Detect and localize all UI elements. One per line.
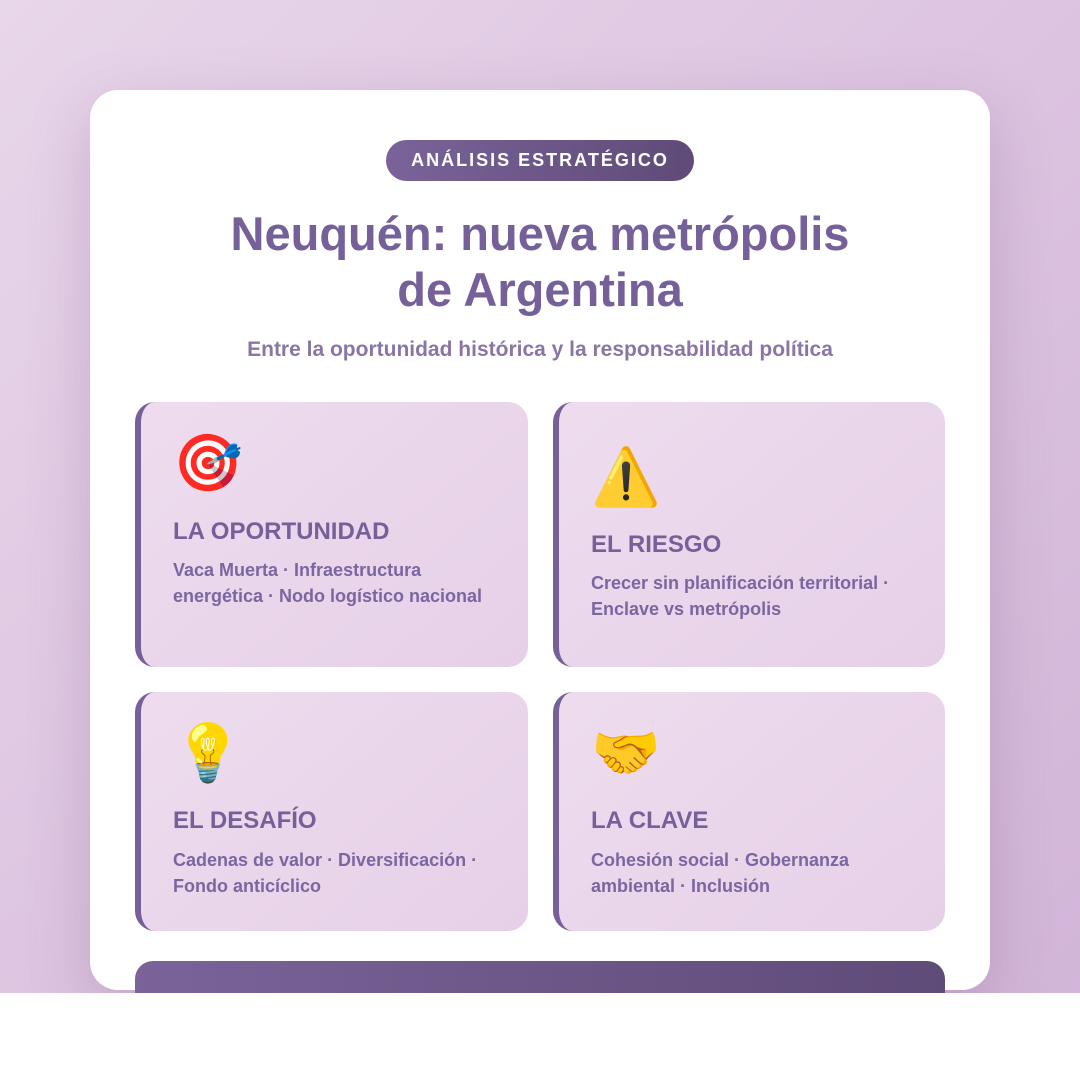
tile-title: LA OPORTUNIDAD [173,518,390,545]
page-subtitle: Entre la oportunidad histórica y la responsabilidad política [247,338,833,361]
target-icon: 🎯 [173,431,243,496]
tile-title: EL DESAFÍO [173,807,317,834]
tile-text: Crecer sin planificación territorial · Enclave vs metrópolis [591,573,890,619]
handshake-icon: 🤝 [591,721,661,786]
content-card [90,90,990,990]
tile-challenge [135,692,528,931]
tile-text: Cohesión social · Gobernanza ambiental · Inclusión [591,850,850,896]
page-title [90,206,990,318]
tile-title: LA CLAVE [591,807,709,834]
tile-key [553,692,945,931]
tile-opportunity [135,402,528,667]
footer-bar [135,961,945,993]
title-line-2: de Argentina [397,263,683,316]
tile-text: Vaca Muerta · Infraestructura energética · Nodo logístico nacional [173,560,483,606]
lightbulb-icon: 💡 [173,721,243,786]
tile-text: Cadenas de valor · Diversificación · Fondo anticíclico [173,850,478,896]
tile-title: EL RIESGO [591,531,722,558]
title-line-1: Neuquén: nueva metrópolis [230,207,850,260]
tile-risk [553,402,945,667]
category-badge: ANÁLISIS ESTRATÉGICO [386,140,694,181]
warning-icon: ⚠️ [591,445,661,510]
